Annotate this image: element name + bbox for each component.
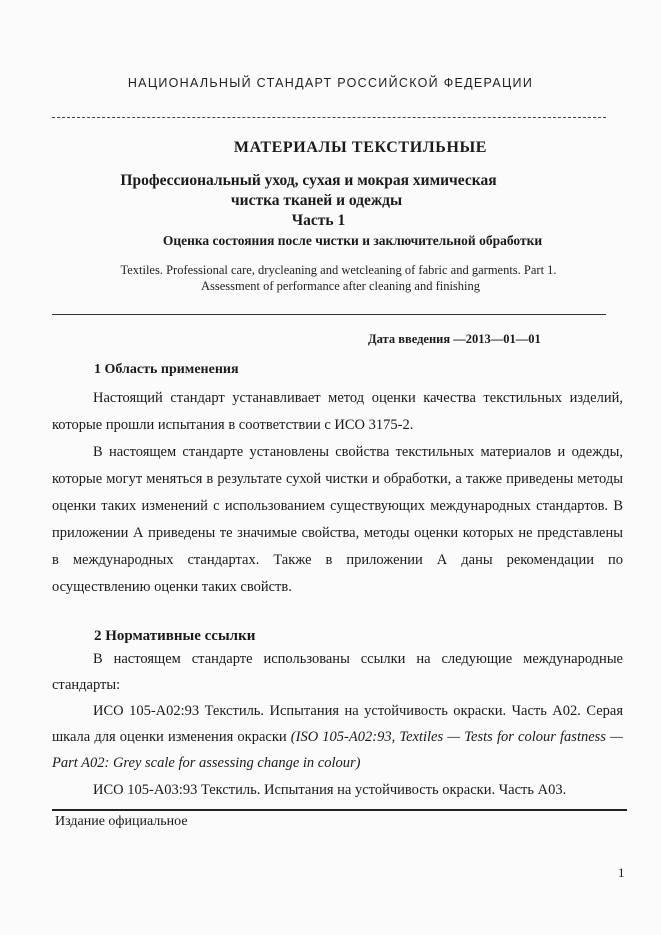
part-title: Оценка состояния после чистки и заключительной обработки <box>162 233 543 248</box>
section-2-paragraph-1: В настоящем стандарте использованы ссылки на следующие международные стандарты: <box>52 651 623 693</box>
section-2-heading: 2 Нормативные ссылки <box>94 628 256 644</box>
national-standard-header: НАЦИОНАЛЬНЫЙ СТАНДАРТ РОССИЙСКОЙ ФЕДЕРАЦИИ <box>127 76 534 90</box>
header-divider <box>52 117 606 118</box>
reference-iso-105-a02-english: (ISO 105-A02:93, Textiles — Tests for colour fastness — Part A02: Grey scale for assessing change in colour) <box>52 729 623 771</box>
part-number: Часть 1 <box>291 212 346 229</box>
document-title: МАТЕРИАЛЫ ТЕКСТИЛЬНЫЕ <box>233 139 488 156</box>
subtitle-line-2: чистка тканей и одежды <box>230 192 403 209</box>
footer-divider <box>52 809 627 811</box>
reference-iso-105-a02-text: ИСО 105-А02:93 Текстиль. Испытания на устойчивость окраски. Часть А02. Серая шкала для оценки изменения окраски <box>52 703 623 745</box>
introduction-date: Дата введения —2013—01—01 <box>368 332 541 346</box>
subtitle-line-1: Профессиональный уход, сухая и мокрая химическая <box>120 172 497 189</box>
english-title-line-2: Assessment of performance after cleaning and finishing <box>200 279 481 293</box>
section-1-paragraph-2: В настоящем стандарте установлены свойства текстильных материалов и одежды, которые могут меняться в результате сухой чистки и обработки, а также приведены методы оценки таких изменений с использованием существующих международных стандартов. В приложении А приведены те значимые свойства, методы оценки которых не представлены в международных стандартах. Также в приложении А даны рекомендации по осуществлению оценки таких свойств. <box>52 444 623 595</box>
english-title-line-1: Textiles. Professional care, drycleaning and wetcleaning of fabric and garments. Part 1. <box>120 263 557 277</box>
page-number: 1 <box>618 865 625 880</box>
reference-iso-105-a02 <box>52 698 623 776</box>
official-edition-note: Издание официальное <box>55 814 188 829</box>
title-divider <box>52 314 606 315</box>
section-1-paragraph-1: Настоящий стандарт устанавливает метод оценки качества текстильных изделий, которые прошли испытания в соответствии с ИСО 3175-2. <box>52 390 623 433</box>
section-1-heading: 1 Область применения <box>94 362 239 377</box>
reference-iso-105-a03: ИСО 105-А03:93 Текстиль. Испытания на устойчивость окраски. Часть А03. <box>93 782 567 798</box>
